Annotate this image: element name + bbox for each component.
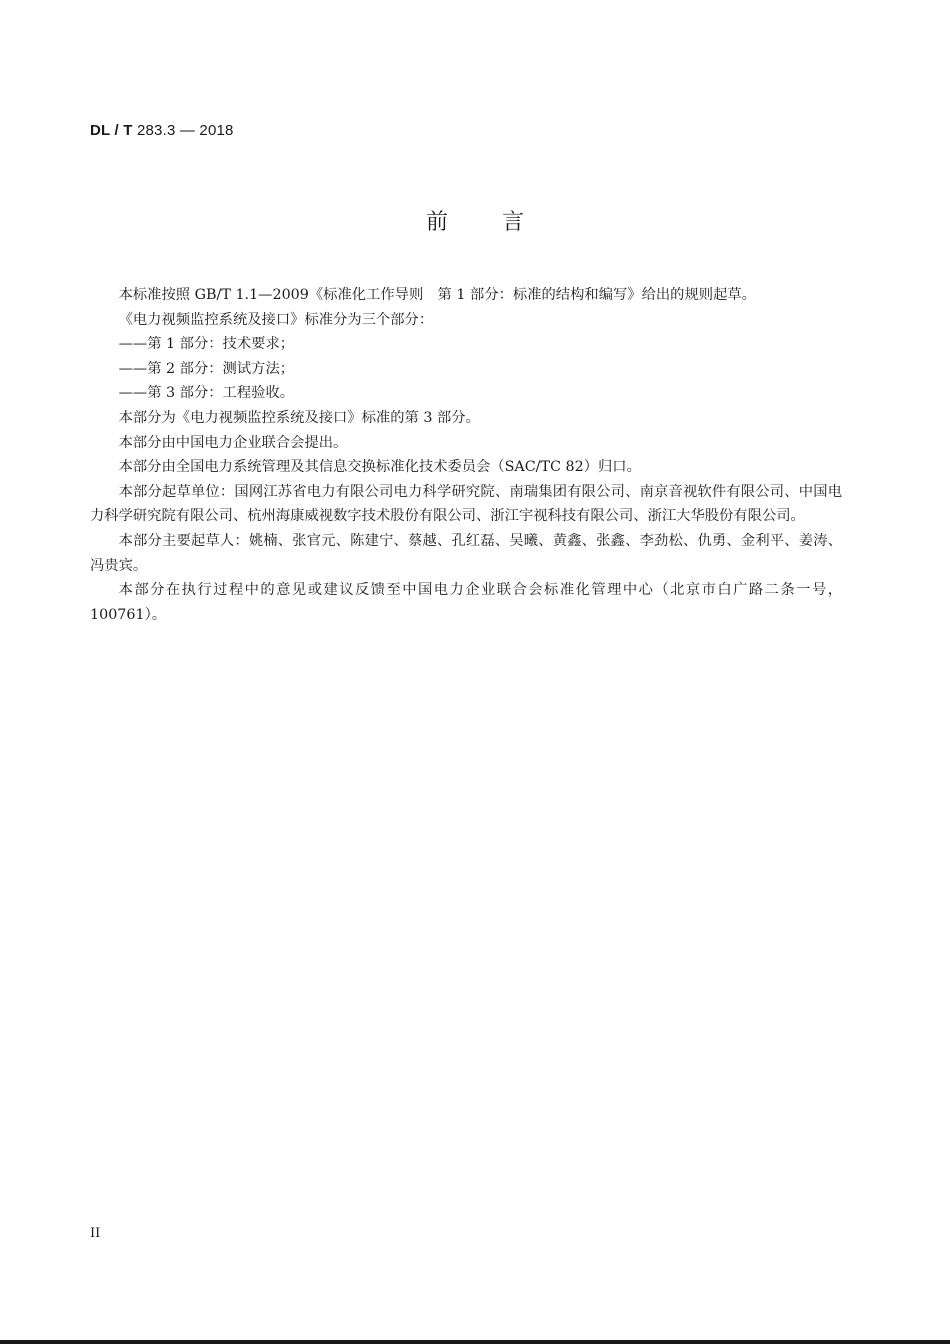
paragraph: ——第 1 部分：技术要求； bbox=[118, 336, 295, 353]
paragraph: 《电力视频监控系统及接口》标准分为三个部分： bbox=[118, 311, 434, 328]
page-title: 前言 bbox=[425, 210, 578, 235]
paragraph: 本部分由全国电力系统管理及其信息交换标准化技术委员会（SAC/TC 82）归口。 bbox=[118, 459, 641, 476]
paragraph: 本部分由中国电力企业联合会提出。 bbox=[118, 434, 348, 451]
paragraph: ——第 3 部分：工程验收。 bbox=[118, 385, 295, 402]
paragraph: 本部分主要起草人：姚楠、张官元、陈建宁、蔡越、孔红磊、吴曦、黄鑫、张鑫、李劲松、仇勇、金利平、姜涛、冯贵宾。 bbox=[90, 532, 842, 574]
paragraph: 本部分为《电力视频监控系统及接口》标准的第 3 部分。 bbox=[118, 409, 480, 426]
bottom-rule bbox=[0, 1340, 950, 1344]
foreword-body bbox=[90, 283, 842, 627]
paragraph: 本部分起草单位：国网江苏省电力有限公司电力科学研究院、南瑞集团有限公司、南京音视软件有限公司、中国电力科学研究院有限公司、杭州海康威视数字技术股份有限公司、浙江宇视科技有限公司、浙江大华股份有限公司。 bbox=[90, 483, 842, 525]
page-number: II bbox=[90, 1226, 101, 1241]
paragraph: 本部分在执行过程中的意见或建议反馈至中国电力企业联合会标准化管理中心（北京市白广路二条一号，100761）。 bbox=[90, 582, 842, 623]
paragraph: ——第 2 部分：测试方法； bbox=[118, 360, 295, 377]
standard-code bbox=[90, 122, 234, 139]
paragraph: 本标准按照 GB/T 1.1—2009《标准化工作导则 第 1 部分：标准的结构和编写》给出的规则起草。 bbox=[118, 287, 756, 303]
standard-code-prefix: DL / T bbox=[90, 122, 133, 139]
standard-code-number: 283.3 — 2018 bbox=[132, 122, 234, 139]
